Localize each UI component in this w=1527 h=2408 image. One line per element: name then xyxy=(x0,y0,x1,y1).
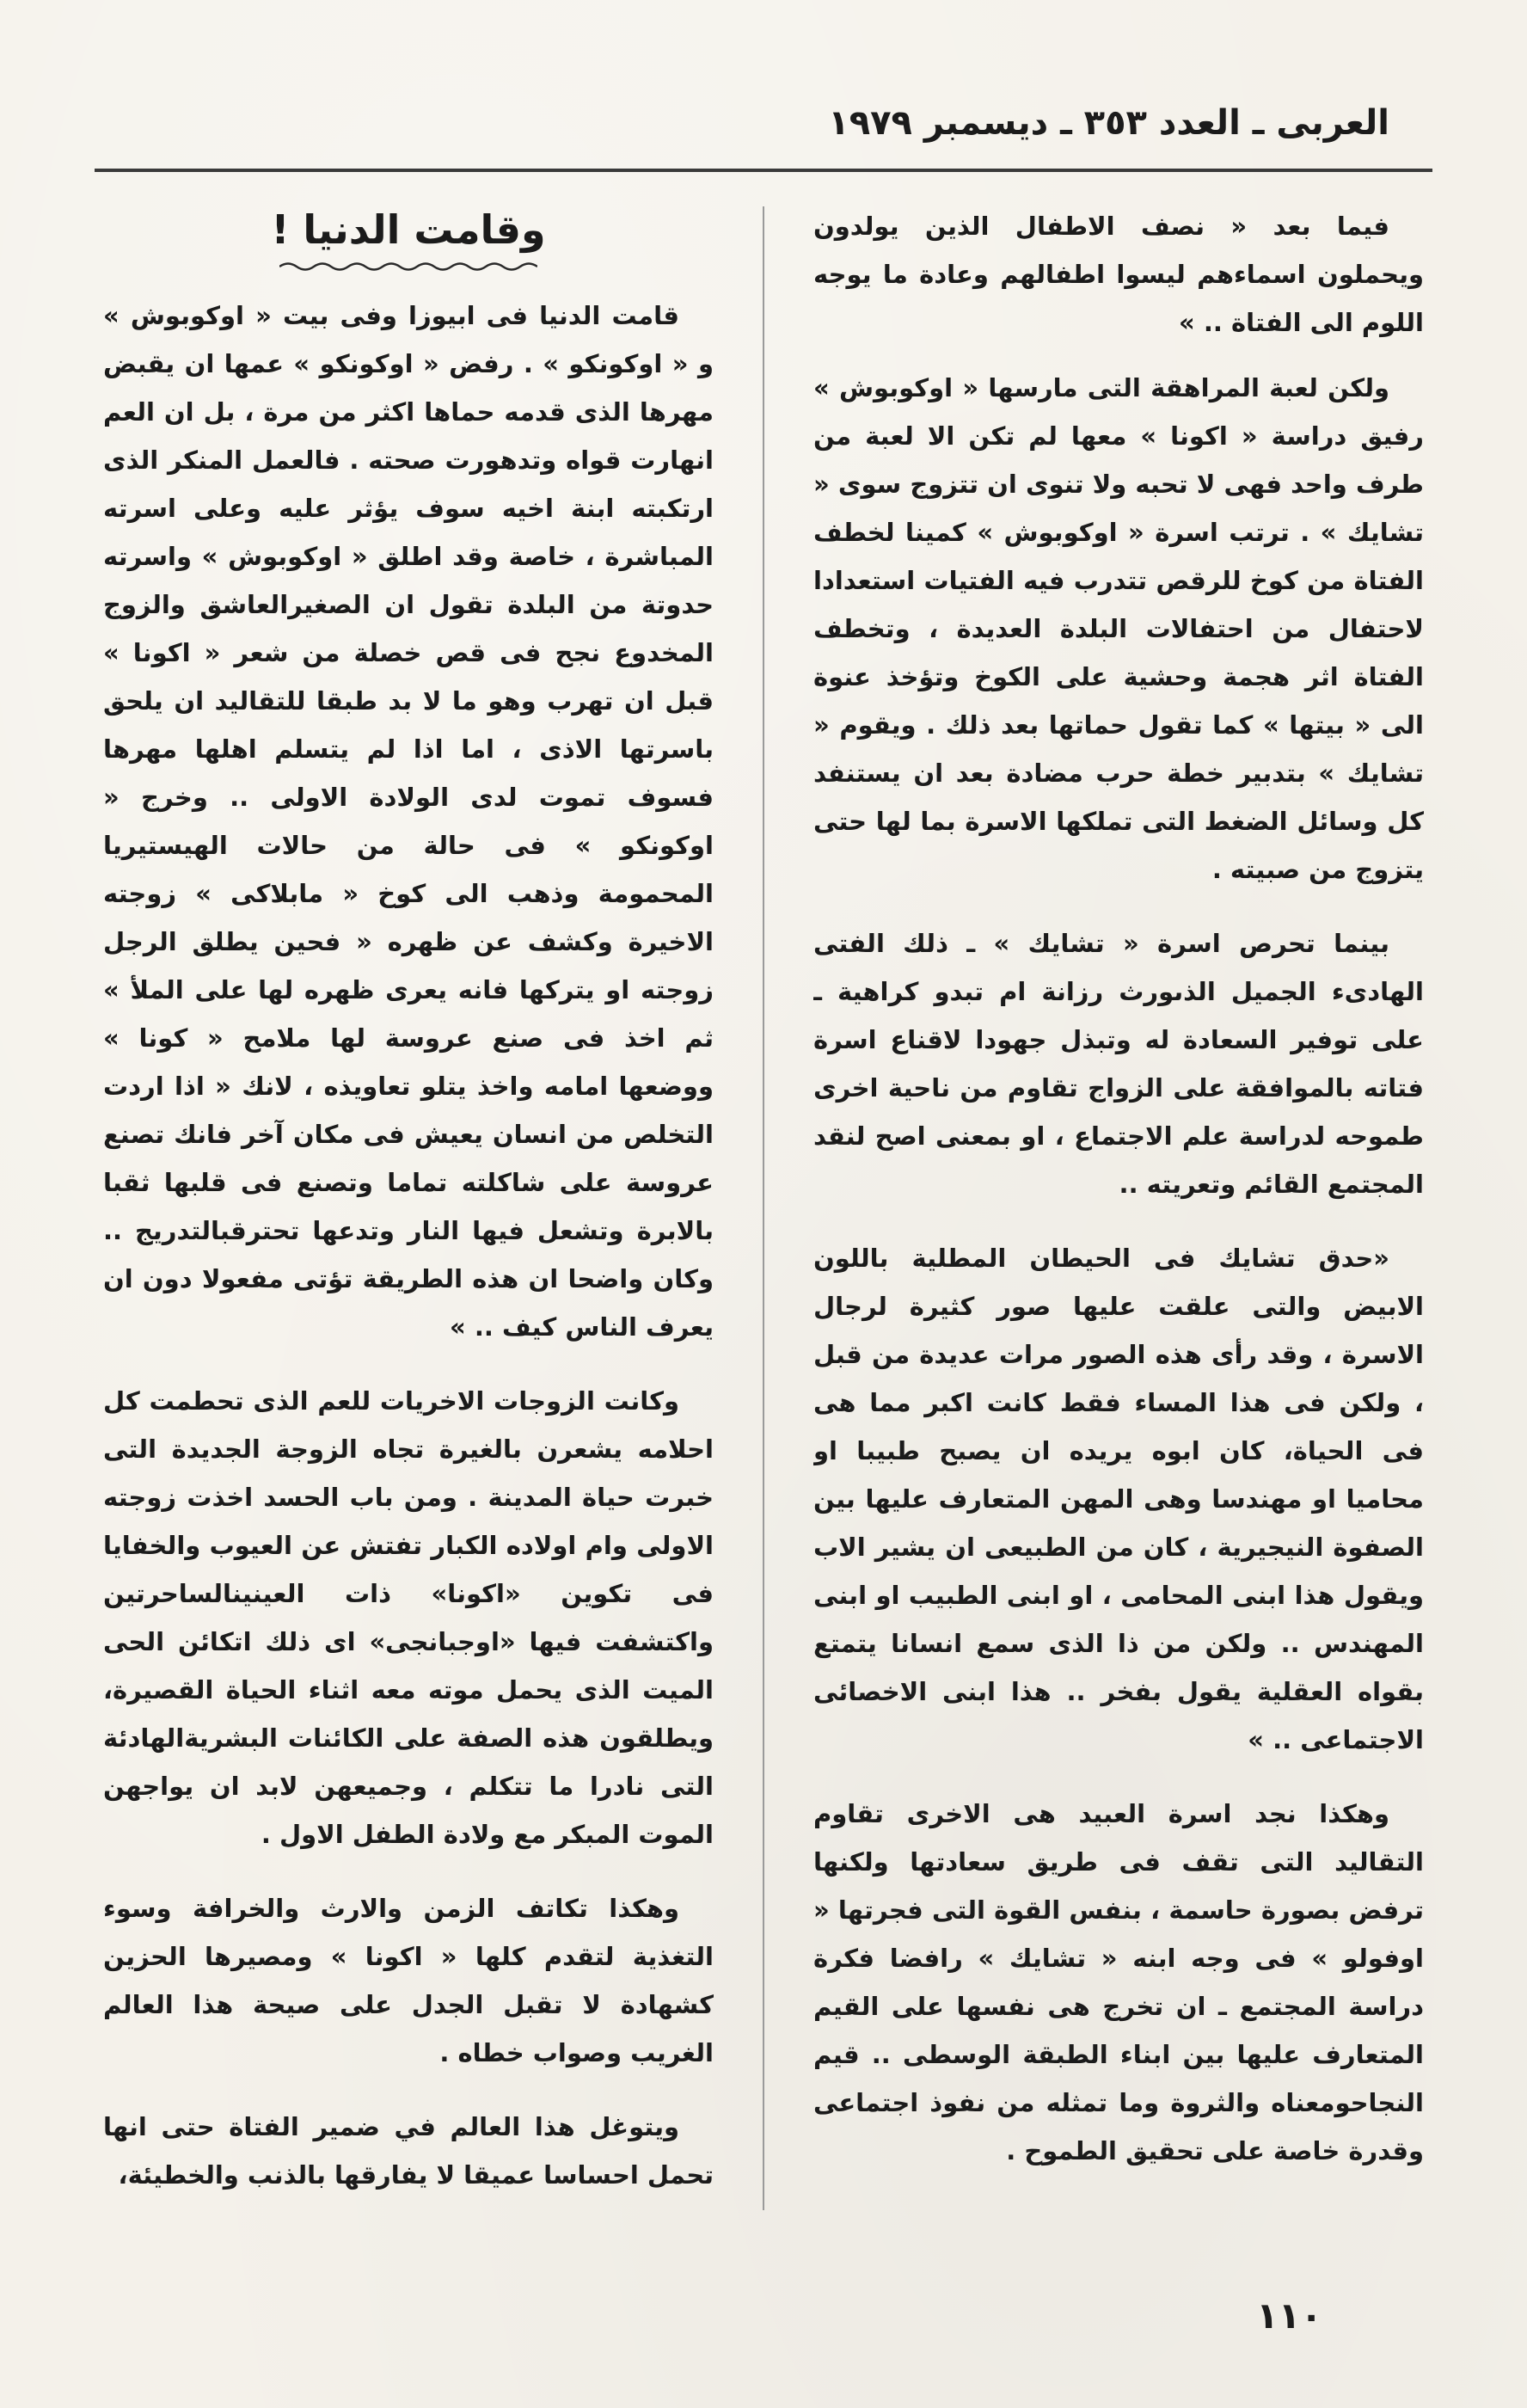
header-rule xyxy=(95,169,1432,172)
running-header: العربى ـ العدد ٣٥٣ ـ ديسمبر ١٩٧٩ xyxy=(828,103,1389,143)
right-column xyxy=(813,202,1424,2232)
paragraph: فيما بعد « نصف الاطفال الذين يولدون ويحملون اسماءهم ليسوا اطفالهم وعادة ما يوجه اللوم الى الفتاة .. » xyxy=(813,212,1424,337)
paragraph: ويتوغل هذا العالم في ضمير الفتاة حتى انها تحمل احساسا عميقا لا يفارقها بالذنب والخطيئة، xyxy=(103,2112,714,2190)
paragraph: وهكذا تكاتف الزمن والارث والخرافة وسوء التغذية لتقدم كلها « اكونا » ومصيرها الحزين كشهادة لا تقبل الجدل على صيحة هذا العالم الغريب وصواب خطاه . xyxy=(103,1894,714,2067)
paragraph: وهكذا نجد اسرة العبيد هى الاخرى تقاوم التقاليد التى تقف فى طريق سعادتها ولكنها ترفض بصورة حاسمة ، بنفس القوة التى فجرتها « اوفولو » فى وجه ابنه « تشايك » رافضا فكرة دراسة المجتمع ـ ان تخرج هى نفسها على القيم المتعارف عليها بين ابناء الطبقة الوسطى .. قيم النجاحومعناه والثروة وما تمثله من نفوذ اجتماعى وقدرة خاصة على تحقيق الطموح . xyxy=(813,1799,1424,2165)
paragraph: ولكن لعبة المراهقة التى مارسها « اوكوبوش » رفيق دراسة « اكونا » معها لم تكن الا لعبة من طرف واحد فهى لا تحبه ولا تنوى ان تتزوج سوى « تشايك » . ترتب اسرة « اوكوبوش » كمينا لخطف الفتاة من كوخ للرقص تتدرب فيه الفتيات استعدادا لاحتفال من احتفالات البلدة العديدة ، وتخطف الفتاة اثر هجمة وحشية على الكوخ وتؤخذ عنوة الى « بيتها » كما تقول حماتها بعد ذلك . ويقوم « تشايك » بتدبير خطة حرب مضادة بعد ان يستنفد كل وسائل الضغط التى تملكها الاسرة بما لها حتى يتزوج من صبيته . xyxy=(813,373,1424,884)
page-number: ١١٠ xyxy=(1256,2294,1322,2337)
column-divider xyxy=(763,206,764,2210)
left-column xyxy=(103,202,714,2232)
section-title: وقامت الدنيا ! xyxy=(271,206,546,253)
wavy-underline-icon xyxy=(279,261,537,273)
paragraph: بينما تحرص اسرة « تشايك » ـ ذلك الفتى الهادىء الجميل الذىورث رزانة ام تبدو كراهية ـ على توفير السعادة له وتبذل جهودا لاقناع اسرة فتاته بالموافقة على الزواج تقاوم من ناحية اخرى طموحه لدراسة علم الاجتماع ، او بمعنى اصح لنقد المجتمع القائم وتعريته .. xyxy=(813,929,1424,1199)
paragraph: «حدق تشايك فى الحيطان المطلية باللون الابيض والتى علقت عليها صور كثيرة لرجال الاسرة ، وقد رأى هذه الصور مرات عديدة من قبل ، ولكن فى هذا المساء فقط كانت اكبر مما هى فى الحياة، كان ابوه يريده ان يصبح طبيبا او محاميا او مهندسا وهى المهن المتعارف عليها بين الصفوة النيجيرية ، كان من الطبيعى ان يشير الاب ويقول هذا ابنى المحامى ، او ابنى الطبيب او ابنى المهندس .. ولكن من ذا الذى سمع انسانا يتمتع بقواه العقلية يقول بفخر .. هذا ابنى الاخصائى الاجتماعى .. » xyxy=(813,1244,1424,1754)
paragraph: وكانت الزوجات الاخريات للعم الذى تحطمت كل احلامه يشعرن بالغيرة تجاه الزوجة الجديدة التى خبرت حياة المدينة . ومن باب الحسد اخذت زوجته الاولى وام اولاده الكبار تفتش عن العيوب والخفايا فى تكوين «اكونا» ذات العينينالساحرتين واكتشفت فيها «اوجبانجى» اى ذلك اتكائن الحى الميت الذى يحمل موته معه اثناء الحياة القصيرة، ويطلقون هذه الصفة على الكائنات البشريةالهادئة التى نادرا ما تتكلم ، وجميعهن لابد ان يواجهن الموت المبكر مع ولادة الطفل الاول . xyxy=(103,1386,714,1849)
paragraph: قامت الدنيا فى ابيوزا وفى بيت « اوكوبوش » و « اوكونكو » . رفض « اوكونكو » عمها ان يقبض مهرها الذى قدمه حماها اكثر من مرة ، بل ان العم انهارت قواه وتدهورت صحته . فالعمل المنكر الذى ارتكبته ابنة اخيه سوف يؤثر عليه وعلى اسرته المباشرة ، خاصة وقد اطلق « اوكوبوش » واسرته حدوتة من البلدة تقول ان الصغيرالعاشق والزوج المخدوع نجح فى قص خصلة من شعر « اكونا » قبل ان تهرب وهو ما لا بد طبقا للتقاليد ان يلحق باسرتها الاذى ، اما اذا لم يتسلم اهلها مهرها فسوف تموت لدى الولادة الاولى .. وخرج « اوكونكو » فى حالة من حالات الهيستيريا المحمومة وذهب الى كوخ « مابلاكى » زوجته الاخيرة وكشف عن ظهره « فحين يطلق الرجل زوجته او يتركها فانه يعرى ظهره لها على الملأ » ثم اخذ فى صنع عروسة لها ملامح « كونا » ووضعها امامه واخذ يتلو تعاويذه ، لانك « اذا اردت التخلص من انسان يعيش فى مكان آخر فانك تصنع عروسة على شاكلته تماما وتصنع فى قلبها ثقبا بالابرة وتشعل فيها النار وتدعها تحترقبالتدريج .. وكان واضحا ان هذه الطريقة تؤتى مفعولا دون ان يعرف الناس كيف .. » xyxy=(103,301,714,1342)
